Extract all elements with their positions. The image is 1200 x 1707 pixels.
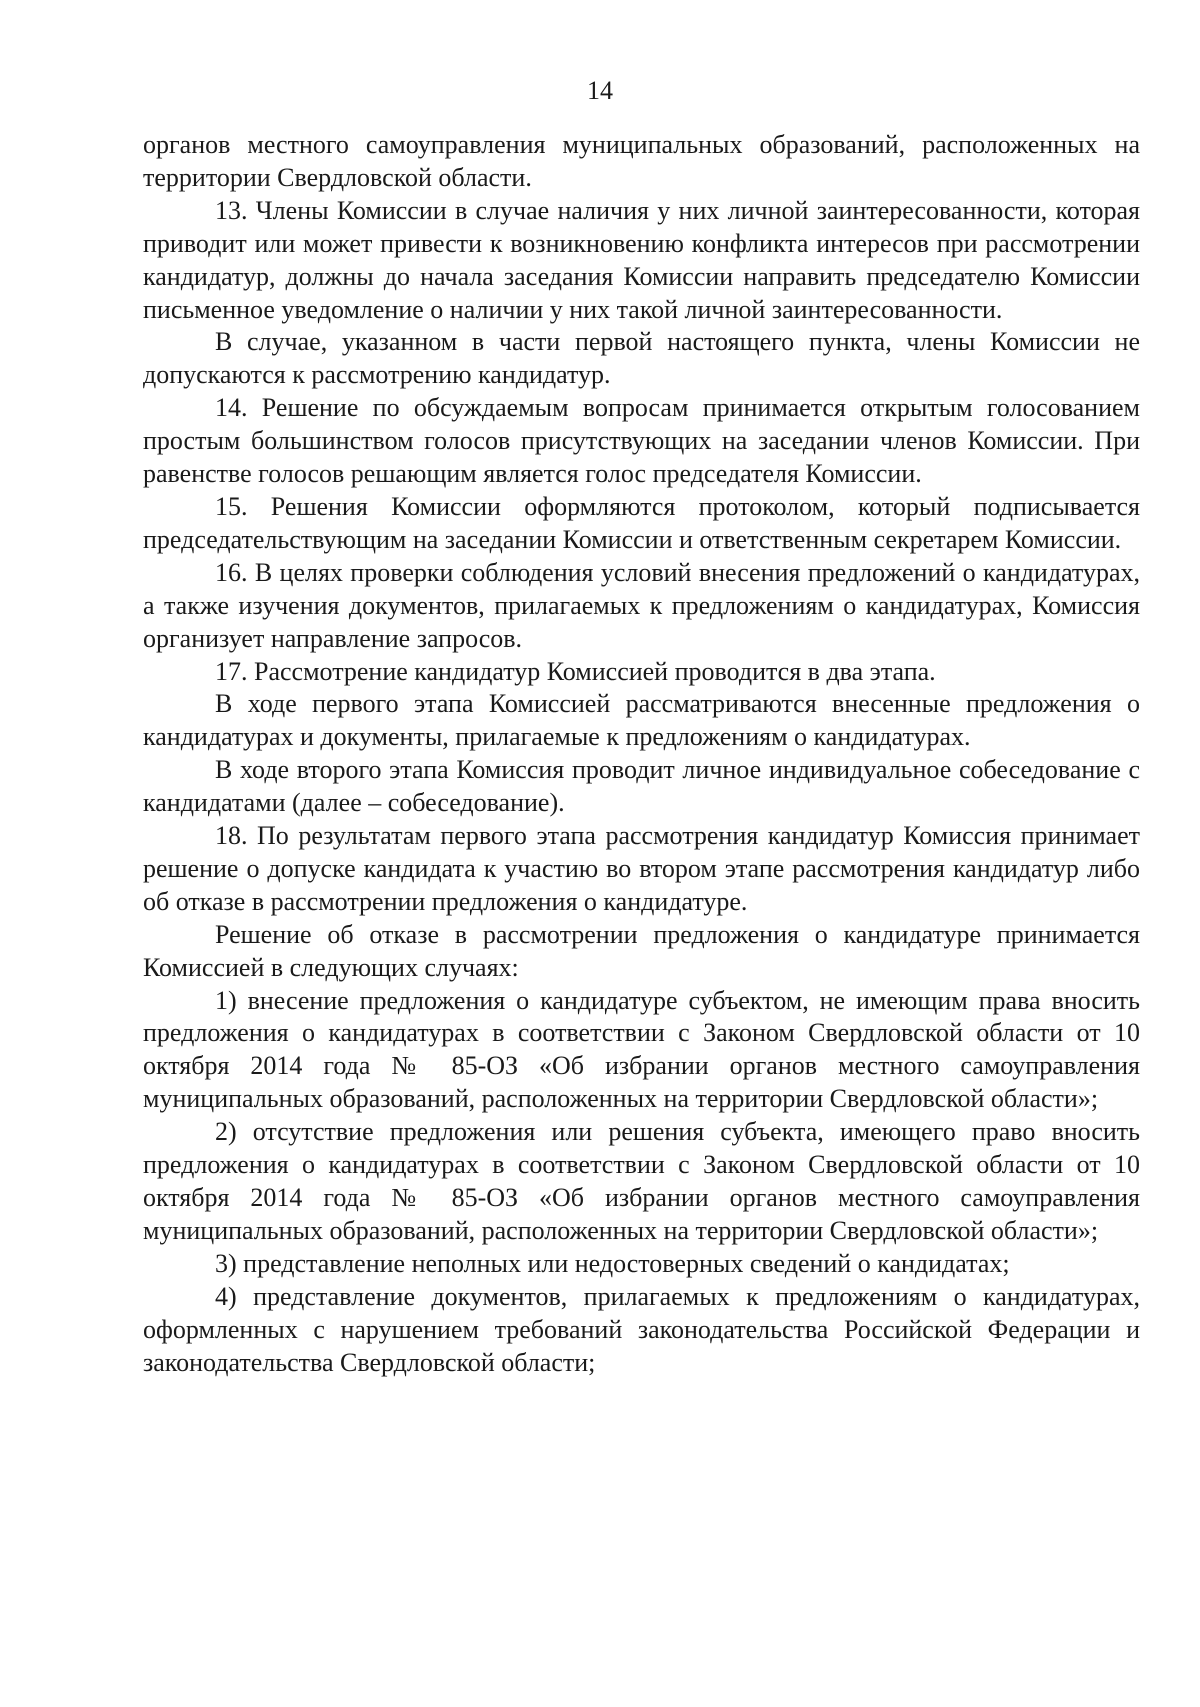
paragraph-item-14: 14. Решение по обсуждаемым вопросам принимается открытым голосованием простым большинством голосов присутствующих на заседании членов Комиссии. При равенстве голосов решающим является голос председателя Комиссии.	[143, 393, 1140, 489]
list-item-3: 3) представление неполных или недостоверных сведений о кандидатах;	[215, 1248, 1010, 1278]
document-body	[143, 129, 1140, 1379]
paragraph-item-17: 17. Рассмотрение кандидатур Комиссией проводится в два этапа.	[215, 656, 936, 686]
paragraph-continuation: органов местного самоуправления муниципальных образований, расположенных на территории Свердловской области.	[143, 130, 1140, 192]
list-item-2: 2) отсутствие предложения или решения субъекта, имеющего право вносить предложения о кандидатурах в соответствии с Законом Свердловской области от 10 октября 2014 года № 85-ОЗ «Об избрании органов местного самоуправления муниципальных образований, расположенных на территории Свердловской области»;	[143, 1117, 1140, 1245]
page-number: 14	[587, 76, 613, 105]
paragraph-item-13-part-2: В случае, указанном в части первой настоящего пункта, члены Комиссии не допускаются к рассмотрению кандидатур.	[143, 327, 1140, 390]
paragraph-item-13: 13. Члены Комиссии в случае наличия у них личной заинтересованности, которая приводит или может привести к возникновению конфликта интересов при рассмотрении кандидатур, должны до начала заседания Комиссии направить председателю Комиссии письменное уведомление о наличии у них такой личной заинтересованности.	[143, 195, 1140, 324]
paragraph-item-18-refusal-cases: Решение об отказе в рассмотрении предложения о кандидатуре принимается Комиссией в следующих случаях:	[143, 919, 1140, 982]
paragraph-item-17-second-stage: В ходе второго этапа Комиссия проводит личное индивидуальное собеседование с кандидатами (далее – собеседование).	[143, 755, 1140, 818]
list-item-1: 1) внесение предложения о кандидатуре субъектом, не имеющим права вносить предложения о кандидатурах в соответствии с Законом Свердловской области от 10 октября 2014 года № 85-ОЗ «Об избрании органов местного самоуправления муниципальных образований, расположенных на территории Свердловской области»;	[143, 985, 1140, 1114]
paragraph-item-16: 16. В целях проверки соблюдения условий внесения предложений о кандидатурах, а также изучения документов, прилагаемых к предложениям о кандидатурах, Комиссия организует направление запросов.	[143, 557, 1140, 653]
paragraph-item-17-first-stage: В ходе первого этапа Комиссией рассматриваются внесенные предложения о кандидатурах и документы, прилагаемые к предложениям о кандидатурах.	[143, 689, 1140, 752]
list-item-4: 4) представление документов, прилагаемых к предложениям о кандидатурах, оформленных с нарушением требований законодательства Российской Федерации и законодательства Свердловской области;	[143, 1281, 1140, 1377]
paragraph-item-15: 15. Решения Комиссии оформляются протоколом, который подписывается председательствующим на заседании Комиссии и ответственным секретарем Комиссии.	[143, 491, 1140, 554]
paragraph-item-18: 18. По результатам первого этапа рассмотрения кандидатур Комиссия принимает решение о допуске кандидата к участию во втором этапе рассмотрения кандидатур либо об отказе в рассмотрении предложения о кандидатуре.	[143, 821, 1140, 916]
